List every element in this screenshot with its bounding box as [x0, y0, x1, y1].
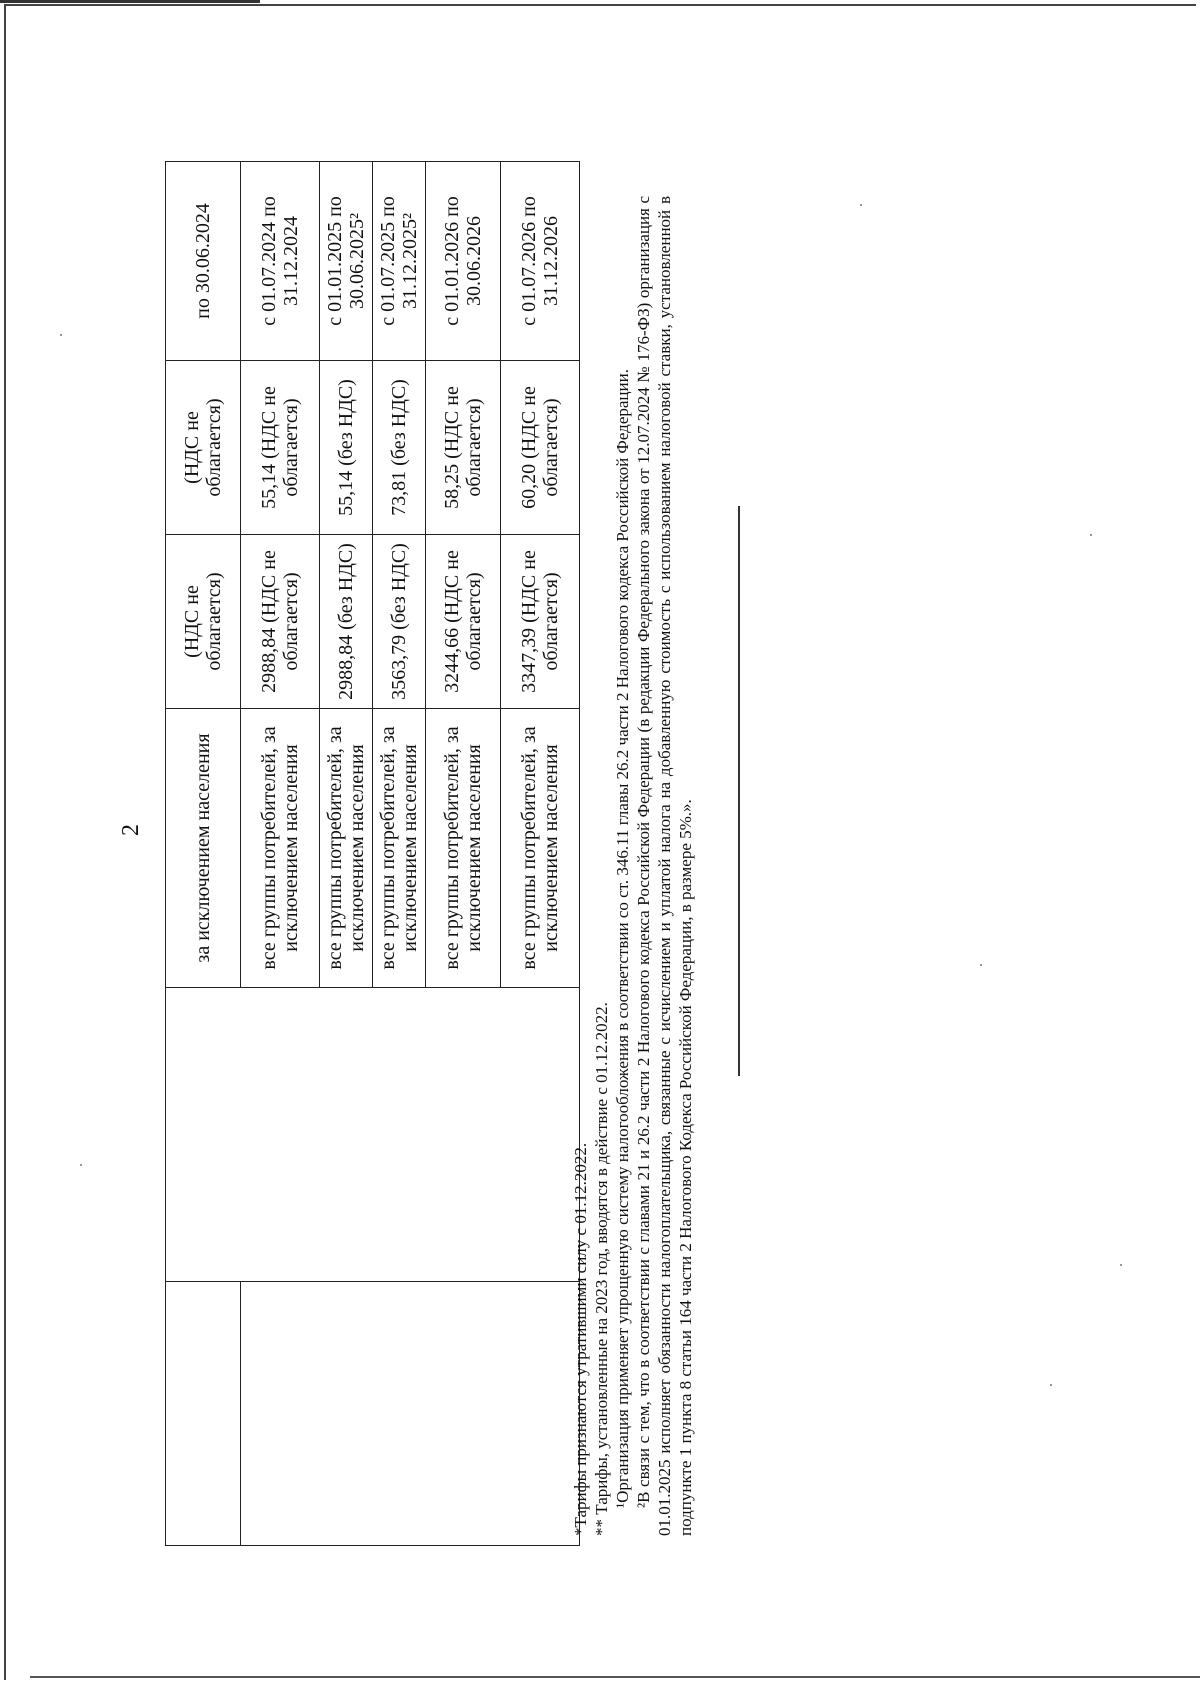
table-cell	[241, 1282, 580, 1546]
table-cell: с 01.01.2025 по 30.06.2025²	[320, 162, 373, 361]
table-row	[166, 162, 241, 1546]
table-cell: 58,25 (НДС не облагается)	[426, 361, 501, 535]
table-cell: 2988,84 (без НДС)	[320, 535, 373, 709]
footnote-2: ** Тарифы, установленные на 2023 год, вводятся в действие с 01.12.2022.	[592, 1002, 611, 1536]
table-cell: с 01.07.2024 по 31.12.2024	[241, 162, 320, 361]
footnotes	[570, 196, 696, 1536]
table-cell: 3244,66 (НДС не облагается)	[426, 535, 501, 709]
table-cell	[166, 988, 580, 1282]
table-cell: за исключением населения	[166, 709, 241, 988]
table-cell: все группы потребителей, за исключением населения	[320, 709, 373, 988]
table-cell: все группы потребителей, за исключением населения	[241, 709, 320, 988]
table-cell	[166, 1282, 241, 1546]
footnote-1: *Тарифы признаются утратившими силу с 01.12.2022.	[571, 1142, 590, 1536]
scan-speck	[80, 1164, 82, 1166]
table-cell: 60,20 (НДС не облагается)	[501, 361, 580, 535]
table-cell: 55,14 (без НДС)	[320, 361, 373, 535]
table-cell: все группы потребителей, за исключением населения	[501, 709, 580, 988]
scan-speck	[980, 964, 982, 966]
table-cell: с 01.01.2026 по 30.06.2026	[426, 162, 501, 361]
table-cell: 2988,84 (НДС не облагается)	[241, 535, 320, 709]
page-number: 2	[118, 824, 144, 836]
scan-speck	[860, 204, 862, 206]
separator-line	[738, 506, 740, 1076]
table-cell: 55,14 (НДС не облагается)	[241, 361, 320, 535]
table-cell: с 01.07.2025 по 31.12.2025²	[373, 162, 426, 361]
footnote-3: ¹Организация применяет упрощенную систему налогообложения в соответствии со ст. 346.11 главы 26.2 части 2 Налогового кодекса Российской Федерации.	[613, 369, 632, 1508]
table-cell: 3563,79 (без НДС)	[373, 535, 426, 709]
tariff-table	[165, 161, 580, 1546]
table-row	[241, 162, 320, 1546]
scan-speck	[1090, 534, 1092, 536]
table-cell: все группы потребителей, за исключением населения	[373, 709, 426, 988]
table-cell: 73,81 (без НДС)	[373, 361, 426, 535]
table-cell: 3347,39 (НДС не облагается)	[501, 535, 580, 709]
scan-speck	[60, 334, 62, 336]
table-cell: с 01.07.2026 по 31.12.2026	[501, 162, 580, 361]
scan-speck	[1120, 1264, 1122, 1266]
table-cell: (НДС не облагается)	[166, 535, 241, 709]
table-cell: (НДС не облагается)	[166, 361, 241, 535]
scan-speck	[1050, 1384, 1052, 1386]
table-cell: все группы потребителей, за исключением населения	[426, 709, 501, 988]
table-cell: по 30.06.2024	[166, 162, 241, 361]
footnote-4: ²В связи с тем, что в соответствии с главами 21 и 26.2 части 2 Налогового кодекса Российской Федерации (в редакции Федерального закона от 12.07.2024 № 176-ФЗ) организация с 01.01.2025 исполняет обязанности налогоплательщика, связанные с исчислением и уплатой налога на добавленную стоимость с использованием налоговой ставки, установленной в подпункте 1 пункта 8 статьи 164 части 2 Налогового Кодекса Российской Федерации, в размере 5%.».	[634, 196, 695, 1536]
